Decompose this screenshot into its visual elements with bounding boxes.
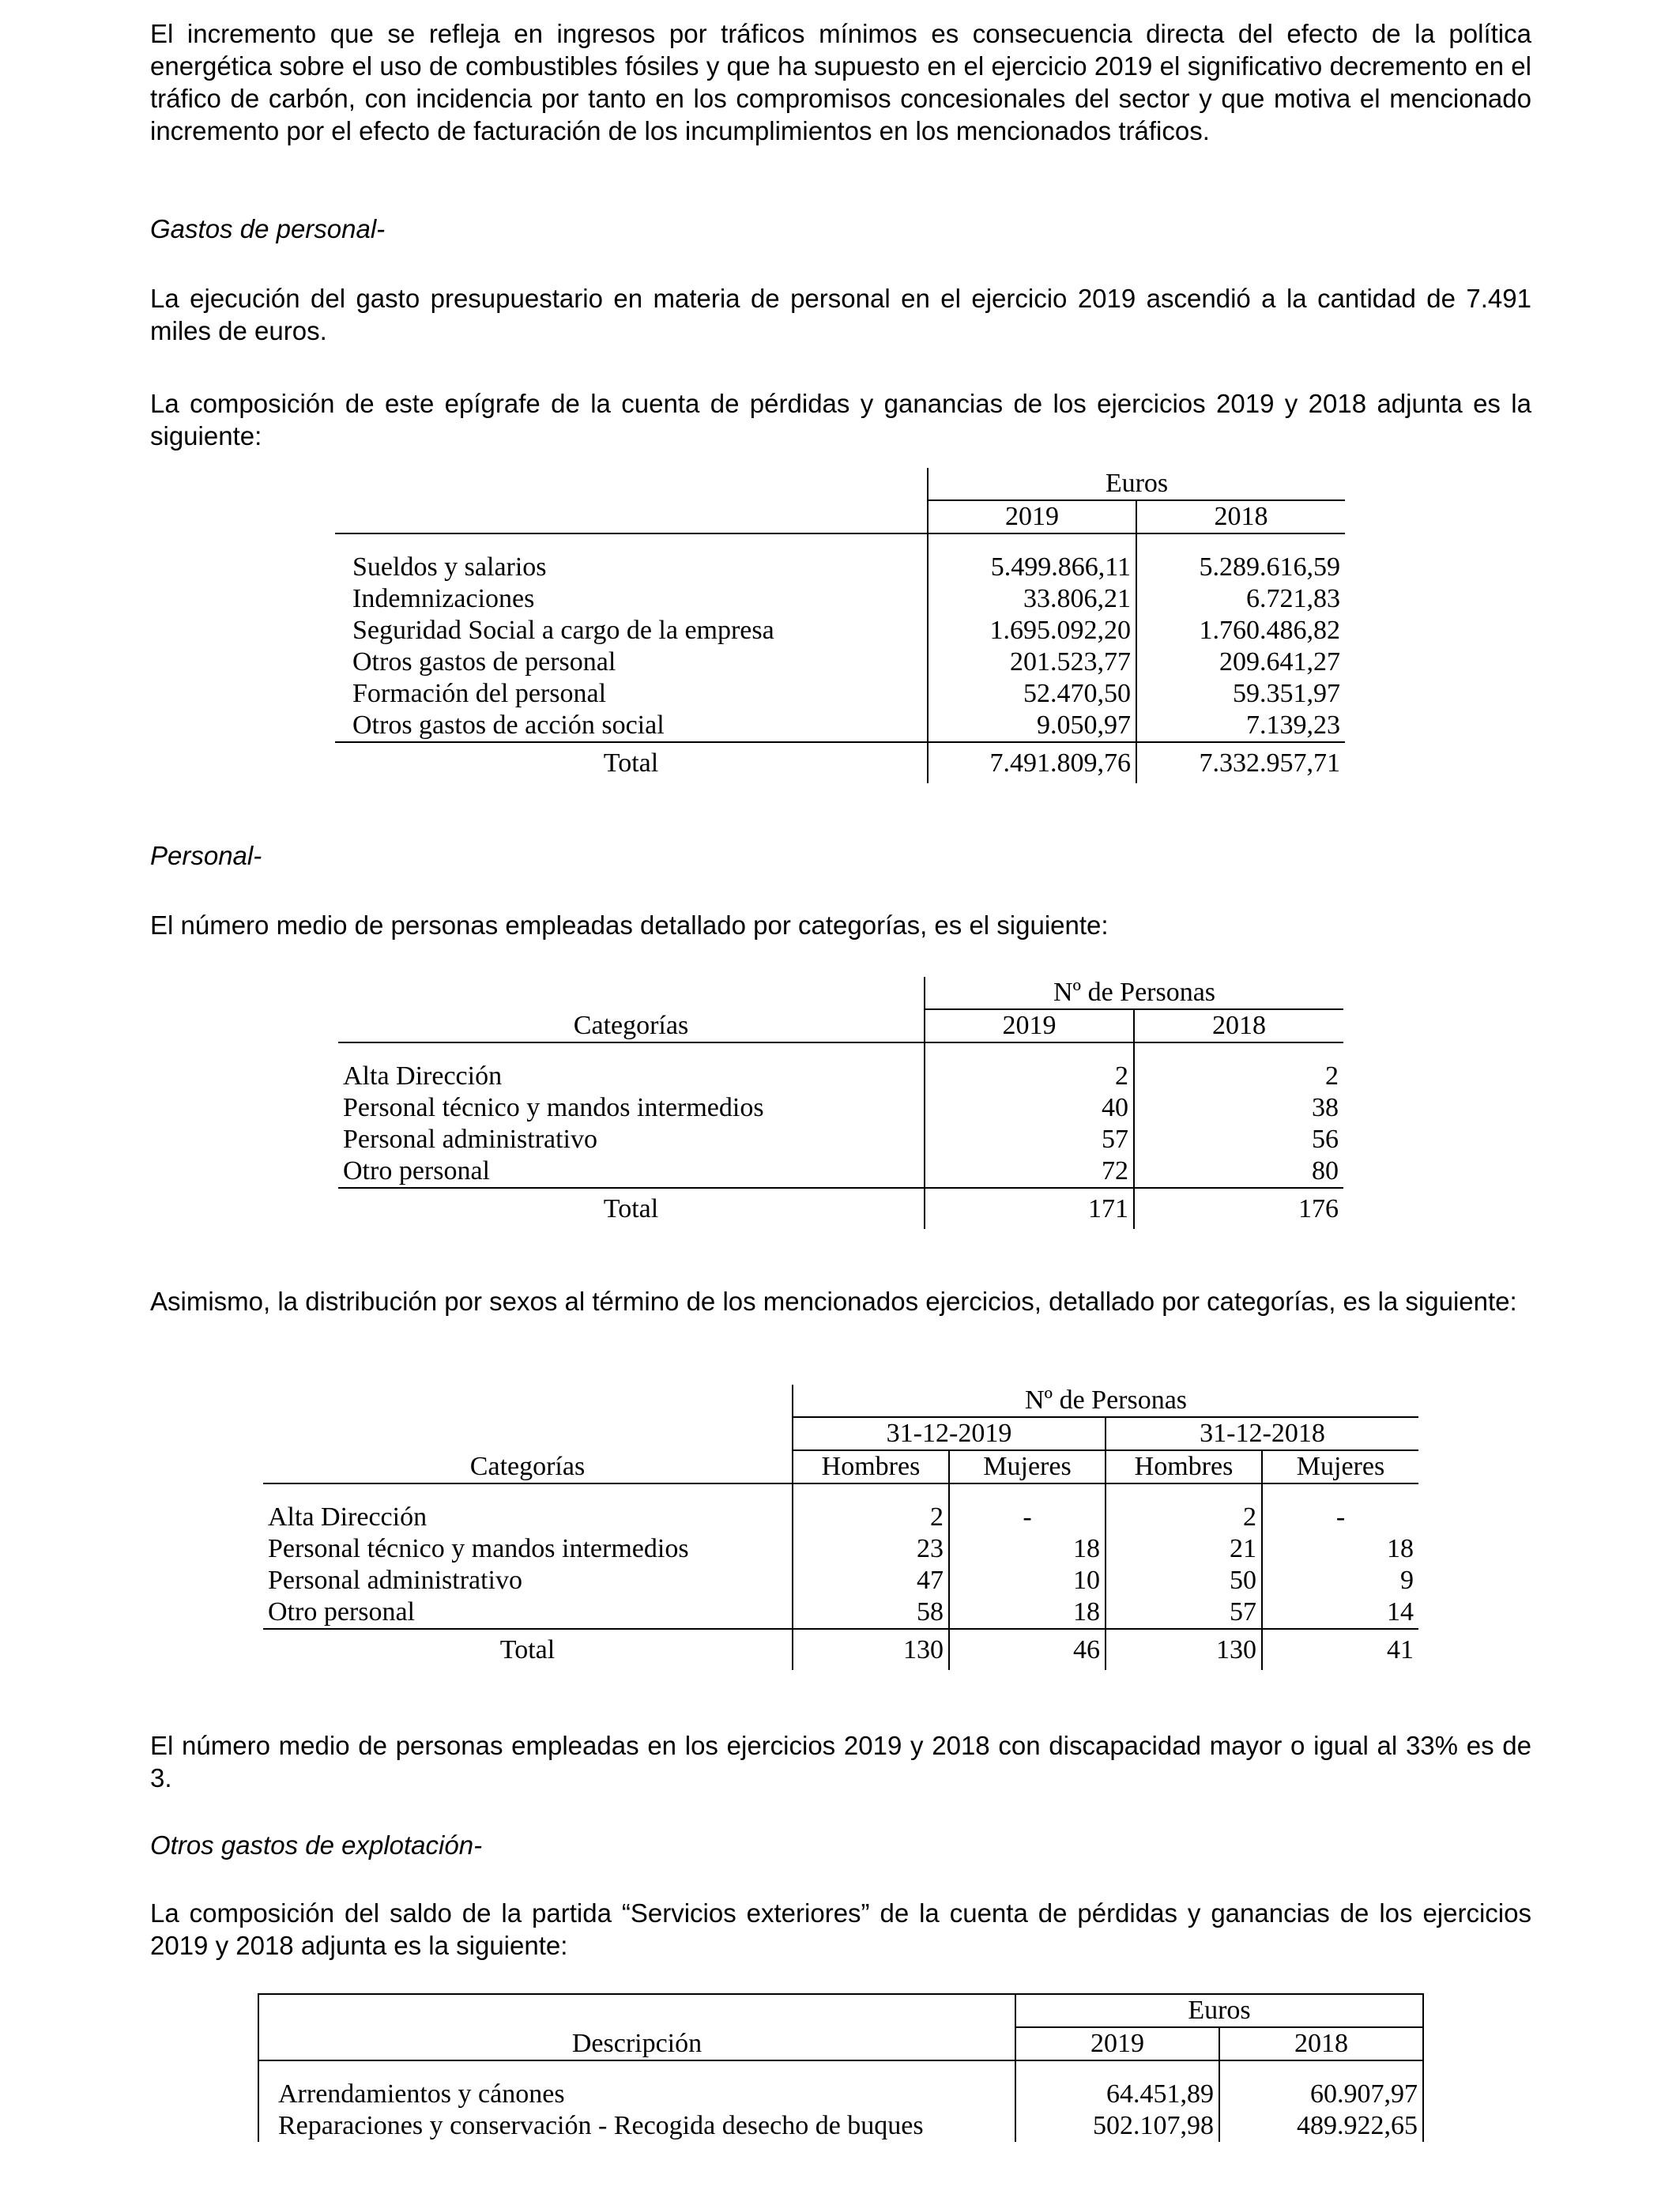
cell-2019: 33.806,21: [928, 583, 1136, 615]
row-label: Indemnizaciones: [335, 583, 928, 615]
heading-gastos-personal: Gastos de personal-: [150, 214, 386, 243]
cell-2019: 9.050,97: [928, 710, 1136, 742]
row-label: Personal técnico y mandos intermedios: [338, 1092, 925, 1124]
table-numero-personas: [338, 977, 1343, 1229]
cell-2019: 2: [925, 1061, 1134, 1092]
cell-hombres-2019: 47: [793, 1565, 949, 1596]
cell-2018: 6.721,83: [1246, 584, 1341, 613]
row-label: Reparaciones y conservación - Recogida desecho de buques: [258, 2110, 1015, 2142]
heading-otros-gastos: Otros gastos de explotación-: [150, 1830, 483, 1860]
cell-mujeres-2019: 18: [949, 1533, 1106, 1565]
column-header-mujeres-2019: Mujeres: [949, 1450, 1106, 1483]
table-group-header: Euros: [928, 468, 1345, 500]
total-2018: 176: [1134, 1188, 1343, 1229]
table-header-blank: [335, 500, 928, 533]
column-header-2018: 2018: [1294, 2029, 1348, 2058]
table-row: [258, 2079, 1423, 2110]
table-row: [263, 1502, 1418, 1533]
column-header-2018: 2018: [1212, 1011, 1266, 1040]
row-label: Otro personal: [263, 1596, 793, 1629]
table-servicios-exteriores: [258, 1993, 1424, 2142]
column-header-2019: 2019: [925, 1009, 1134, 1042]
total-label: Total: [263, 1629, 793, 1670]
table-row: [338, 1092, 1343, 1124]
table-total-row: [263, 1629, 1418, 1670]
column-header-date-2019: 31-12-2019: [793, 1417, 1106, 1450]
paragraph-discapacidad: El número medio de personas empleadas en los ejercicios 2019 y 2018 con discapacidad mayor o igual al 33% es de 3.: [150, 1731, 1531, 1793]
paragraph-distribucion: Asimismo, la distribución por sexos al término de los mencionados ejercicios, detallado por categorías, es la siguiente:: [150, 1287, 1517, 1316]
cell-hombres-2018: 21: [1106, 1533, 1262, 1565]
row-label: Sueldos y salarios: [335, 552, 928, 583]
total-label: Total: [338, 1188, 925, 1229]
cell-2018: 2: [1325, 1061, 1339, 1091]
cell-mujeres-2018: 9: [1400, 1566, 1414, 1595]
column-header-2019: 2019: [928, 500, 1136, 533]
total-hombres-2018: 130: [1106, 1629, 1262, 1670]
total-mujeres-2019: 46: [949, 1629, 1106, 1670]
table-row: [335, 615, 1345, 647]
table-group-header: Nº de Personas: [925, 977, 1343, 1009]
cell-hombres-2018: 57: [1106, 1596, 1262, 1629]
heading-personal: Personal-: [150, 841, 262, 870]
table-row: [335, 552, 1345, 583]
row-label: Otros gastos de acción social: [335, 710, 928, 742]
cell-2019: 1.695.092,20: [928, 615, 1136, 647]
row-label: Personal administrativo: [338, 1124, 925, 1155]
cell-2018: 209.641,27: [1219, 647, 1341, 677]
paragraph-composicion: La composición de este epígrafe de la cuenta de pérdidas y ganancias de los ejercicios 2019 y 2018 adjunta es la siguiente:: [150, 389, 1531, 450]
cell-2019: 5.499.866,11: [928, 552, 1136, 583]
column-header-descripcion: Descripción: [258, 1994, 1015, 2060]
cell-2018: 60.907,97: [1310, 2079, 1418, 2109]
column-header-date-2018: 31-12-2018: [1106, 1417, 1418, 1450]
cell-hombres-2019: 58: [793, 1596, 949, 1629]
cell-2018: 1.760.486,82: [1199, 616, 1341, 645]
table-row: [263, 1565, 1418, 1596]
cell-hombres-2019: 2: [793, 1502, 949, 1533]
cell-2018: 80: [1312, 1156, 1339, 1186]
row-label: Otros gastos de personal: [335, 647, 928, 678]
column-header-mujeres-2018: Mujeres: [1296, 1452, 1385, 1481]
cell-mujeres-2018: 18: [1387, 1534, 1414, 1563]
cell-2019: 502.107,98: [1015, 2110, 1219, 2142]
total-2019: 7.491.809,76: [928, 742, 1136, 783]
paragraph-gasto-ejecucion: La ejecución del gasto presupuestario en materia de personal en el ejercicio 2019 ascendió a la cantidad de 7.491 miles de euros.: [150, 284, 1531, 345]
total-mujeres-2018: 41: [1262, 1629, 1418, 1670]
column-header-hombres-2019: Hombres: [793, 1450, 949, 1483]
row-label: Alta Dirección: [338, 1061, 925, 1092]
total-2019: 171: [925, 1188, 1134, 1229]
paragraph-numero-medio: El número medio de personas empleadas detallado por categorías, es el siguiente:: [150, 910, 1109, 940]
table-gastos-personal: [335, 468, 1345, 783]
row-label: Alta Dirección: [263, 1502, 793, 1533]
column-header-categorias: Categorías: [338, 977, 925, 1042]
cell-2019: 57: [925, 1124, 1134, 1155]
table-row: [263, 1533, 1418, 1565]
table-row: [258, 2110, 1423, 2142]
table-row: [338, 1124, 1343, 1155]
row-label: Otro personal: [338, 1155, 925, 1188]
table-total-row: [335, 742, 1345, 783]
cell-2018: 59.351,97: [1233, 679, 1341, 708]
column-header-2018: 2018: [1136, 500, 1345, 533]
paragraph-intro: El incremento que se refleja en ingresos por tráficos mínimos es consecuencia directa del efecto de la política energética sobre el uso de combustibles fósiles y que ha supuesto en el ejercicio 2019 el significativo decremento en el tráfico de carbón, con incidencia por tanto en los compromisos concesionales del sector y que motiva el mencionado incremento por el efecto de facturación de los incumplimientos en los mencionados tráficos.: [150, 19, 1531, 145]
cell-2018: 38: [1312, 1093, 1339, 1122]
table-row: [263, 1596, 1418, 1629]
cell-2019: 72: [925, 1155, 1134, 1188]
cell-mujeres-2018: -: [1335, 1502, 1346, 1532]
column-header-hombres-2018: Hombres: [1106, 1450, 1262, 1483]
cell-mujeres-2018: 14: [1387, 1597, 1414, 1627]
row-label: Formación del personal: [335, 678, 928, 710]
row-label: Arrendamientos y cánones: [258, 2079, 1015, 2110]
cell-2019: 40: [925, 1092, 1134, 1124]
cell-2019: 201.523,77: [928, 647, 1136, 678]
table-group-header: Nº de Personas: [793, 1385, 1418, 1417]
table-group-header: Euros: [1015, 1994, 1423, 2027]
total-hombres-2019: 130: [793, 1629, 949, 1670]
cell-hombres-2018: 2: [1106, 1502, 1262, 1533]
table-row: [335, 583, 1345, 615]
column-header-2019: 2019: [1015, 2027, 1219, 2060]
table-row: [335, 647, 1345, 678]
table-row: [338, 1061, 1343, 1092]
cell-hombres-2019: 23: [793, 1533, 949, 1565]
total-2018: 7.332.957,71: [1136, 742, 1345, 783]
table-row: [338, 1155, 1343, 1188]
cell-mujeres-2019: -: [949, 1502, 1106, 1533]
row-label: Seguridad Social a cargo de la empresa: [335, 615, 928, 647]
column-header-categorias: Categorías: [263, 1385, 793, 1483]
cell-mujeres-2019: 10: [949, 1565, 1106, 1596]
cell-2018: 56: [1312, 1125, 1339, 1154]
table-total-row: [338, 1188, 1343, 1229]
cell-2018: 7.139,23: [1246, 711, 1341, 740]
cell-2019: 64.451,89: [1015, 2079, 1219, 2110]
paragraph-servicios-exteriores: La composición del saldo de la partida “Servicios exteriores” de la cuenta de pérdidas y ganancias de los ejercicios 2019 y 2018 adjunta es la siguiente:: [150, 1898, 1531, 1960]
cell-hombres-2018: 50: [1106, 1565, 1262, 1596]
cell-2019: 52.470,50: [928, 678, 1136, 710]
table-row: [335, 710, 1345, 742]
cell-2018: 489.922,65: [1297, 2111, 1418, 2140]
table-header-blank: [335, 468, 928, 500]
row-label: Personal técnico y mandos intermedios: [263, 1533, 793, 1565]
total-label: Total: [335, 742, 928, 783]
row-label: Personal administrativo: [263, 1565, 793, 1596]
table-row: [335, 678, 1345, 710]
table-distribucion-sexos: [263, 1385, 1418, 1670]
cell-2018: 5.289.616,59: [1199, 552, 1341, 582]
cell-mujeres-2019: 18: [949, 1596, 1106, 1629]
